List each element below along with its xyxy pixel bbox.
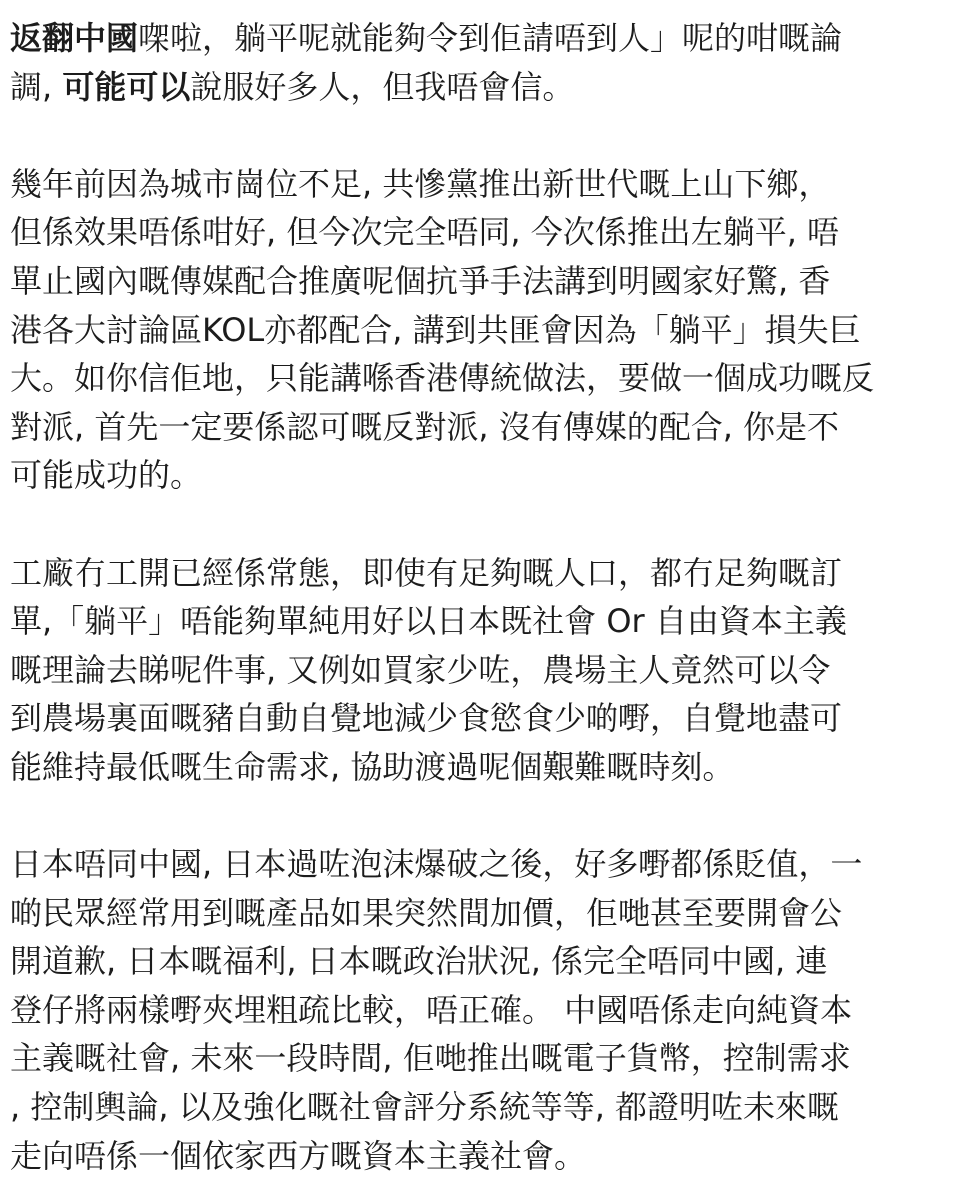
text-segment: 走向唔係一個依家西方嘅資本主義社會。 [10,1136,587,1175]
bold-text-segment: 可能可以 [62,67,191,106]
text-line [10,694,966,743]
text-segment: 說服好多人，但我唔會信。 [190,67,575,106]
text-segment: 日本唔同中國, 日本過咗泡沫爆破之後，好多嘢都係貶值，一 [10,845,863,884]
bold-text-segment: 返翻中國 [10,19,139,57]
text-line [10,63,966,112]
text-segment: 到農場裏面嘅豬自動自覺地減少食慾食少啲嘢，自覺地盡可 [10,699,843,738]
text-segment: 啲民眾經常用到嘅產品如果突然間加價，佢哋甚至要開會公 [10,893,843,932]
text-segment: 對派, 首先一定要係認可嘅反對派, 沒有傳媒的配合, 你是不 [10,407,840,446]
text-line [10,840,966,889]
text-segment: , 控制輿論, 以及強化嘅社會評分系統等等, 都證明咗未來嘅 [10,1088,840,1127]
paragraph [10,840,966,1180]
text-segment: 主義嘅社會, 未來一段時間, 佢哋推出嘅電子貨幣，控制需求 [10,1039,851,1078]
text-segment: 工廠冇工開已經係常態，即使有足夠嘅人口，都冇足夠嘅訂 [10,553,843,592]
text-line [10,451,966,500]
text-line [10,646,966,695]
paragraph [10,549,966,792]
text-segment: 港各大討論區KOL亦都配合, 講到共匪會因為「躺平」損失巨 [10,310,861,349]
text-line [10,1034,966,1083]
text-segment: 但係效果唔係咁好, 但今次完全唔同, 今次係推出左躺平, 唔 [10,213,840,252]
paragraph [10,160,966,500]
text-segment: 能維持最低嘅生命需求, 協助渡過呢個艱難嘅時刻。 [10,747,735,786]
text-line [10,986,966,1035]
text-segment: 開道歉, 日本嘅福利, 日本嘅政治狀況, 係完全唔同中國, 連 [10,942,828,981]
text-line [10,597,966,646]
text-line [10,306,966,355]
text-segment: 單止國內嘅傳媒配合推廣呢個抗爭手法講到明國家好驚, 香 [10,261,831,300]
text-line [10,403,966,452]
text-segment: 登仔將兩樣嘢夾埋粗疏比較，唔正確。 中國唔係走向純資本 [10,990,853,1029]
text-line [10,889,966,938]
text-line [10,1083,966,1132]
text-line [10,14,966,63]
text-segment: 幾年前因為城市崗位不足, 共慘黨推出新世代嘅上山下鄉， [10,164,831,203]
text-line [10,160,966,209]
text-line [10,257,966,306]
text-segment: 嘅理論去睇呢件事, 又例如買家少咗，農場主人竟然可以令 [10,650,831,689]
text-segment: 㗎啦，躺平呢就能夠令到佢請唔到人」呢的咁嘅論 [138,19,843,57]
text-segment: 可能成功的。 [10,456,203,495]
text-line [10,354,966,403]
text-segment: 大。如你信佢地，只能講喺香港傳統做法，要做一個成功嘅反 [10,359,875,398]
paragraph [10,14,966,111]
text-segment: 調, [10,67,63,106]
text-segment: 單,「躺平」唔能夠單純用好以日本既社會 Or 自由資本主義 [10,602,847,641]
text-line [10,937,966,986]
text-line [10,743,966,792]
text-line [10,208,966,257]
text-line [10,549,966,598]
text-line [10,1132,966,1180]
